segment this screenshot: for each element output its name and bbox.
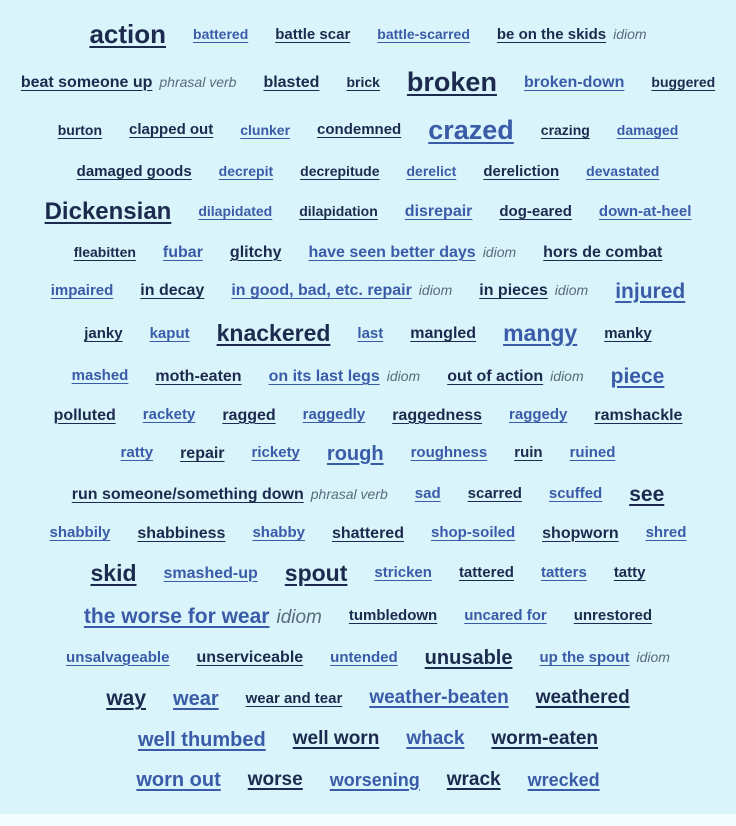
word-group bbox=[349, 608, 437, 625]
word-link[interactable]: way bbox=[106, 687, 147, 711]
word-link[interactable]: action bbox=[89, 19, 167, 50]
word-link[interactable]: weather-beaten bbox=[369, 687, 509, 709]
word-group bbox=[604, 326, 652, 343]
word-link[interactable]: brick bbox=[346, 73, 380, 90]
word-row bbox=[10, 525, 726, 543]
word-group bbox=[542, 525, 618, 543]
word-link[interactable]: unrestored bbox=[573, 607, 653, 625]
word-link[interactable]: worsening bbox=[329, 769, 420, 790]
word-group bbox=[543, 244, 662, 262]
word-group bbox=[137, 525, 225, 543]
word-row bbox=[10, 729, 726, 751]
word-link[interactable]: mangy bbox=[503, 320, 578, 347]
word-group bbox=[77, 164, 192, 181]
word-group bbox=[198, 204, 272, 219]
word-group bbox=[549, 486, 602, 503]
word-row bbox=[10, 116, 726, 146]
word-group bbox=[300, 164, 379, 179]
word-note: idiom bbox=[613, 25, 647, 42]
word-link[interactable]: well thumbed bbox=[137, 728, 266, 751]
word-group bbox=[327, 443, 384, 465]
word-group bbox=[121, 445, 154, 462]
word-group bbox=[217, 321, 331, 346]
word-note: idiom bbox=[386, 367, 421, 384]
word-group bbox=[308, 244, 516, 262]
word-link[interactable]: fleabitten bbox=[73, 243, 136, 260]
word-group bbox=[497, 27, 647, 44]
word-link[interactable]: raggedy bbox=[509, 406, 568, 424]
word-link[interactable]: in good, bad, etc. repair bbox=[231, 282, 412, 300]
word-group bbox=[514, 445, 542, 462]
word-group bbox=[285, 561, 348, 586]
word-group bbox=[72, 486, 388, 504]
word-group bbox=[629, 483, 664, 506]
word-group bbox=[407, 68, 497, 98]
word-group bbox=[541, 123, 590, 138]
word-link[interactable]: clapped out bbox=[129, 121, 214, 139]
word-group bbox=[447, 770, 501, 791]
word-link[interactable]: raggedness bbox=[392, 406, 483, 424]
word-link[interactable]: wrecked bbox=[527, 769, 600, 790]
word-group bbox=[499, 204, 572, 221]
word-link[interactable]: last bbox=[357, 324, 384, 342]
word-group bbox=[51, 283, 114, 300]
word-group bbox=[599, 204, 692, 221]
word-link[interactable]: dilapidated bbox=[198, 203, 273, 220]
word-link[interactable]: tattered bbox=[458, 564, 514, 582]
word-group bbox=[230, 244, 282, 262]
word-group bbox=[173, 688, 219, 710]
word-link[interactable]: wear and tear bbox=[245, 689, 343, 707]
word-link[interactable]: down-at-heel bbox=[598, 202, 692, 220]
word-link[interactable]: unsalvageable bbox=[66, 648, 170, 666]
word-group bbox=[374, 565, 432, 582]
word-link[interactable]: moth-eaten bbox=[155, 367, 242, 385]
word-group bbox=[21, 74, 237, 92]
word-link[interactable]: repair bbox=[180, 444, 225, 462]
word-row bbox=[10, 647, 726, 669]
word-group bbox=[231, 282, 452, 300]
word-group bbox=[106, 687, 146, 710]
word-link[interactable]: glitchy bbox=[229, 243, 282, 261]
word-group bbox=[45, 199, 172, 225]
word-link[interactable]: unusable bbox=[424, 646, 513, 669]
word-link[interactable]: injured bbox=[615, 279, 686, 303]
word-link[interactable]: wear bbox=[173, 687, 219, 710]
word-row bbox=[10, 365, 726, 388]
word-group bbox=[539, 650, 669, 667]
word-group bbox=[196, 649, 303, 667]
footer-strip bbox=[0, 814, 736, 826]
word-group bbox=[536, 688, 630, 709]
word-link[interactable]: rough bbox=[326, 442, 384, 465]
word-group bbox=[84, 326, 122, 343]
word-group bbox=[611, 365, 665, 388]
word-group bbox=[615, 280, 685, 303]
word-link[interactable]: scarred bbox=[467, 485, 522, 503]
word-group bbox=[503, 321, 577, 346]
word-link[interactable]: worse bbox=[247, 768, 303, 790]
word-group bbox=[651, 75, 715, 90]
word-link[interactable]: battered bbox=[193, 26, 249, 43]
word-link[interactable]: shopworn bbox=[542, 524, 619, 542]
word-group bbox=[299, 204, 378, 219]
word-link[interactable]: burton bbox=[57, 121, 103, 138]
word-link[interactable]: shred bbox=[645, 524, 687, 542]
word-group bbox=[150, 326, 190, 343]
word-link[interactable]: buggered bbox=[651, 73, 716, 90]
word-row bbox=[10, 164, 726, 181]
word-link[interactable]: wrack bbox=[446, 768, 501, 790]
word-link[interactable]: battle-scarred bbox=[377, 26, 470, 43]
word-group bbox=[54, 407, 116, 425]
word-group bbox=[594, 407, 682, 425]
word-row bbox=[10, 687, 726, 710]
word-link[interactable]: spout bbox=[284, 559, 348, 586]
word-link[interactable]: dog-eared bbox=[499, 202, 572, 220]
word-link[interactable]: out of action bbox=[447, 367, 544, 385]
word-link[interactable]: ragged bbox=[222, 406, 276, 424]
word-group bbox=[263, 74, 319, 92]
word-link[interactable]: rickety bbox=[251, 444, 300, 462]
word-group bbox=[392, 407, 482, 425]
word-group bbox=[91, 561, 137, 586]
word-link[interactable]: tatters bbox=[540, 564, 587, 582]
word-link[interactable]: uncared for bbox=[464, 607, 547, 625]
word-link[interactable]: beat someone up bbox=[20, 73, 153, 91]
word-note: idiom bbox=[418, 282, 453, 299]
word-note: idiom bbox=[482, 243, 517, 260]
word-link[interactable]: have seen better days bbox=[308, 243, 476, 261]
word-link[interactable]: weathered bbox=[535, 687, 630, 709]
word-group bbox=[163, 244, 203, 262]
word-group bbox=[222, 407, 275, 425]
word-group bbox=[269, 368, 421, 386]
word-link[interactable]: derelict bbox=[406, 163, 457, 180]
word-link[interactable]: raggedly bbox=[302, 406, 366, 424]
word-note: idiom bbox=[554, 282, 589, 299]
word-group bbox=[528, 771, 600, 791]
word-link[interactable]: ruin bbox=[514, 444, 543, 462]
word-link[interactable]: crazing bbox=[540, 121, 590, 138]
word-group bbox=[58, 123, 102, 138]
word-group bbox=[431, 525, 515, 542]
word-link[interactable]: untended bbox=[330, 648, 398, 666]
word-link[interactable]: tatty bbox=[613, 564, 646, 582]
word-link[interactable]: Dickensian bbox=[44, 197, 172, 225]
word-group bbox=[541, 565, 587, 582]
word-link[interactable]: worn out bbox=[136, 769, 221, 792]
word-row bbox=[10, 769, 726, 791]
word-link[interactable]: condemned bbox=[317, 121, 402, 139]
word-link[interactable]: decrepit bbox=[218, 163, 274, 180]
word-link[interactable]: battle scar bbox=[275, 25, 351, 43]
word-link[interactable]: see bbox=[629, 483, 665, 507]
word-link[interactable]: dereliction bbox=[483, 162, 560, 180]
word-group bbox=[180, 445, 224, 463]
word-link[interactable]: shattered bbox=[331, 524, 404, 542]
word-link[interactable]: fubar bbox=[162, 243, 203, 261]
word-group bbox=[406, 729, 464, 750]
word-group bbox=[459, 565, 514, 582]
word-row bbox=[10, 605, 726, 629]
word-group bbox=[129, 122, 213, 139]
word-link[interactable]: crazed bbox=[428, 114, 514, 145]
word-link[interactable]: smashed-up bbox=[163, 564, 258, 582]
word-group bbox=[74, 245, 136, 260]
word-link[interactable]: stricken bbox=[374, 564, 432, 582]
word-group bbox=[377, 27, 470, 42]
word-link[interactable]: polluted bbox=[53, 406, 116, 424]
word-group bbox=[425, 647, 513, 669]
word-group bbox=[407, 164, 457, 179]
word-group bbox=[346, 75, 379, 90]
word-link[interactable]: ramshackle bbox=[594, 406, 683, 424]
word-link[interactable]: mashed bbox=[71, 367, 129, 385]
word-group bbox=[468, 486, 522, 503]
word-group bbox=[617, 123, 678, 138]
word-link[interactable]: ruined bbox=[569, 444, 616, 462]
word-group bbox=[646, 525, 687, 542]
word-row bbox=[10, 244, 726, 262]
word-link[interactable]: impaired bbox=[50, 282, 114, 300]
word-link[interactable]: shabby bbox=[252, 524, 305, 542]
word-group bbox=[143, 407, 196, 424]
word-row bbox=[10, 443, 726, 465]
word-link[interactable]: mangled bbox=[410, 325, 477, 343]
word-row bbox=[10, 407, 726, 425]
word-group bbox=[357, 326, 383, 343]
word-link[interactable]: tumbledown bbox=[348, 607, 438, 625]
word-row bbox=[10, 20, 726, 49]
word-row bbox=[10, 483, 726, 506]
word-link[interactable]: blasted bbox=[263, 73, 320, 91]
word-link[interactable]: shabbiness bbox=[137, 524, 226, 542]
word-link[interactable]: piece bbox=[610, 365, 665, 389]
word-link[interactable]: worm-eaten bbox=[491, 728, 599, 750]
word-link[interactable]: rackety bbox=[142, 406, 196, 424]
word-link[interactable]: broken-down bbox=[523, 73, 625, 91]
word-row bbox=[10, 321, 726, 346]
word-row bbox=[10, 68, 726, 98]
word-group bbox=[330, 650, 398, 667]
word-group bbox=[246, 691, 343, 708]
word-group bbox=[464, 608, 547, 625]
word-group bbox=[570, 445, 616, 462]
word-link[interactable]: decrepitude bbox=[300, 163, 380, 180]
word-group bbox=[138, 729, 266, 751]
word-group bbox=[293, 729, 380, 750]
word-row bbox=[10, 280, 726, 303]
word-group bbox=[332, 525, 404, 543]
word-note: idiom bbox=[276, 606, 322, 628]
word-group bbox=[411, 445, 488, 462]
word-link[interactable]: knackered bbox=[216, 320, 331, 347]
word-link[interactable]: in decay bbox=[140, 282, 205, 300]
word-group bbox=[479, 282, 588, 300]
word-group bbox=[614, 565, 646, 582]
word-link[interactable]: on its last legs bbox=[268, 367, 380, 385]
word-note: phrasal verb bbox=[159, 73, 237, 90]
word-link[interactable]: well worn bbox=[292, 728, 380, 750]
word-link[interactable]: kaput bbox=[149, 324, 190, 342]
word-note: idiom bbox=[550, 367, 584, 384]
word-group bbox=[50, 525, 111, 542]
word-link[interactable]: whack bbox=[406, 728, 465, 750]
word-link[interactable]: be on the skids bbox=[496, 25, 607, 43]
word-group bbox=[317, 122, 401, 139]
word-link[interactable]: run someone/something down bbox=[71, 485, 304, 503]
word-group bbox=[155, 368, 241, 386]
word-group bbox=[415, 486, 441, 503]
word-row bbox=[10, 199, 726, 225]
word-group bbox=[136, 769, 220, 791]
word-group bbox=[574, 608, 652, 625]
word-link[interactable]: the worse for wear bbox=[83, 604, 270, 628]
word-link[interactable]: damaged bbox=[616, 121, 679, 138]
word-group bbox=[164, 565, 258, 583]
word-link[interactable]: sad bbox=[414, 485, 441, 503]
word-link[interactable]: dilapidation bbox=[299, 203, 378, 220]
word-link[interactable]: up the spout bbox=[539, 648, 630, 666]
word-group bbox=[330, 771, 420, 791]
word-link[interactable]: in pieces bbox=[479, 282, 548, 300]
word-group bbox=[405, 203, 473, 221]
word-group bbox=[410, 325, 476, 343]
word-group bbox=[72, 368, 129, 385]
word-link[interactable]: devastated bbox=[586, 163, 660, 180]
word-group bbox=[219, 164, 273, 179]
word-link[interactable]: unserviceable bbox=[196, 649, 304, 667]
word-link[interactable]: janky bbox=[84, 324, 123, 342]
word-group bbox=[447, 368, 583, 386]
word-group bbox=[483, 164, 559, 181]
word-group bbox=[252, 525, 305, 542]
word-group bbox=[586, 164, 659, 179]
word-link[interactable]: roughness bbox=[410, 444, 488, 462]
word-link[interactable]: shabbily bbox=[49, 524, 111, 542]
word-link[interactable]: hors de combat bbox=[543, 243, 663, 261]
word-group bbox=[491, 729, 598, 750]
word-row bbox=[10, 561, 726, 586]
word-link[interactable]: clunker bbox=[240, 121, 291, 138]
word-group bbox=[524, 74, 624, 92]
word-link[interactable]: disrepair bbox=[404, 203, 473, 221]
word-link[interactable]: manky bbox=[604, 324, 652, 342]
word-group bbox=[240, 123, 290, 138]
word-link[interactable]: shop-soiled bbox=[430, 524, 516, 542]
word-group bbox=[84, 605, 322, 629]
word-group bbox=[275, 27, 350, 44]
word-link[interactable]: damaged goods bbox=[76, 162, 192, 180]
word-link[interactable]: broken bbox=[406, 66, 497, 97]
word-group bbox=[140, 282, 204, 300]
word-group bbox=[248, 770, 303, 791]
word-group bbox=[428, 116, 514, 146]
word-link[interactable]: scuffed bbox=[548, 485, 603, 503]
word-group bbox=[369, 688, 508, 709]
word-link[interactable]: ratty bbox=[120, 444, 154, 462]
word-note: idiom bbox=[636, 648, 670, 665]
word-link[interactable]: skid bbox=[90, 559, 137, 586]
word-group bbox=[252, 445, 300, 462]
word-group bbox=[66, 650, 169, 667]
word-group bbox=[89, 20, 166, 49]
word-group bbox=[193, 27, 248, 42]
word-group bbox=[509, 407, 567, 424]
word-group bbox=[303, 407, 366, 424]
word-note: phrasal verb bbox=[310, 485, 388, 502]
